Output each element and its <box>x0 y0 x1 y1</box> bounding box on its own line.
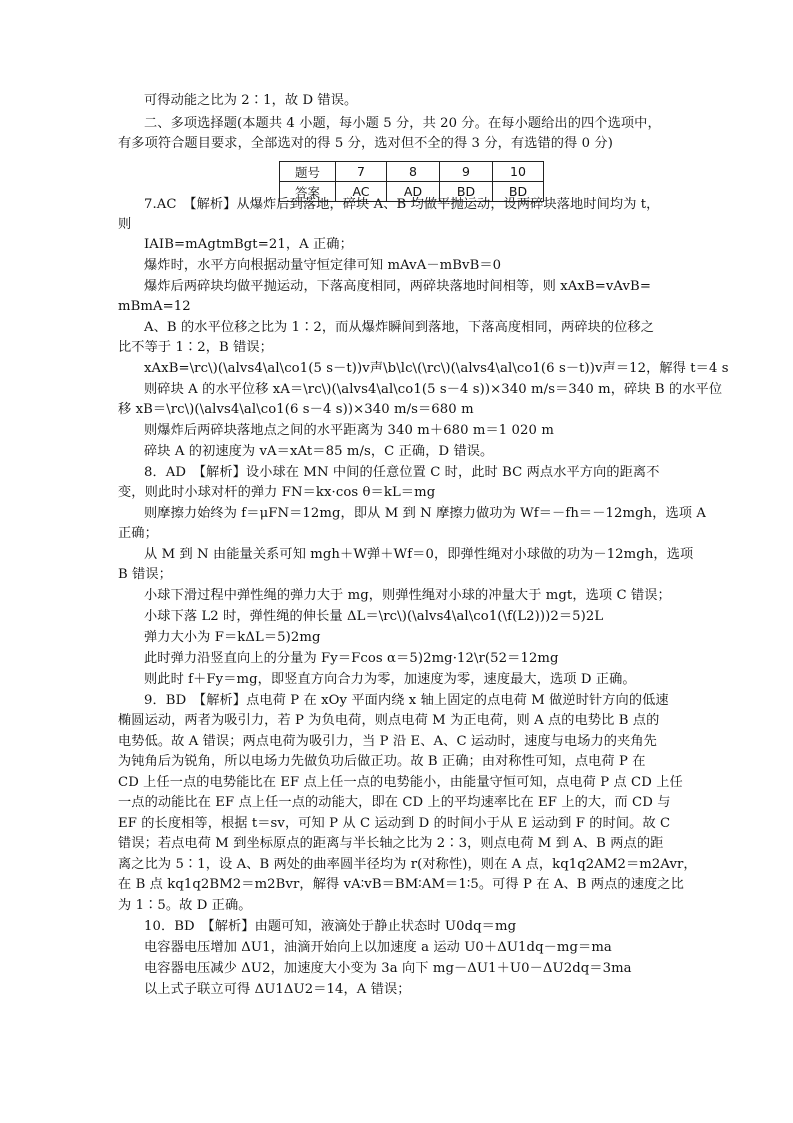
text-line: 则摩擦力始终为 f＝μFN＝12mg，即从 M 到 N 摩擦力做功为 Wf＝－fh＝－12mgh，选项 A <box>144 506 706 521</box>
text-line: 8．AD 【解析】设小球在 MN 中间的任意位置 C 时，此时 BC 两点水平方向的距离不 <box>144 465 660 480</box>
table-cell: BD <box>440 182 493 202</box>
text-line: 电势低。故 A 错误；两点电荷为吸引力，当 P 沿 E、A、C 运动时，速度与电场力的夹角先 <box>118 734 657 749</box>
text-line: 爆炸后两碎块均做平抛运动，下落高度相同，两碎块落地时间相等，则 xAxB=vAvB= <box>144 279 651 294</box>
text-line: B 错误； <box>118 567 172 582</box>
text-line: 在 B 点 kq1q2BM2＝m2Bvr，解得 vA∶vB＝BM∶AM＝1∶5。可得 P 在 A、B 两点的速度之比 <box>118 877 684 892</box>
text-line: xAxB=\rc\)(\alvs4\al\co1(5 s－t))v声\b\lc\(\rc\)(\alvs4\al\co1(6 s－t))v声＝12，解得 t＝4 s <box>144 361 729 376</box>
text-line: EF 的长度相等，根据 t＝sv，可知 P 从 C 运动到 D 的时间小于从 E 运动到 F 的时间。故 C <box>118 816 671 831</box>
text-line: 离之比为 5∶1，设 A、B 两处的曲率圆半径均为 r(对称性)，则在 A 点，kq1q2AM2＝m2Avr， <box>118 857 697 872</box>
text-line: 移 xB＝\rc\)(\alvs4\al\co1(6 s－4 s))×340 m/s＝680 m <box>118 402 474 417</box>
text-line: 小球下滑过程中弹性绳的弹力大于 mg，则弹性绳对小球的冲量大于 mgt，选项 C 错误； <box>144 588 671 603</box>
text-line: 爆炸时，水平方向根据动量守恒定律可知 mAvA－mBvB＝0 <box>144 258 502 273</box>
text-line: 椭圆运动，两者为吸引力，若 P 为负电荷，则点电荷 M 为正电荷，则 A 点的电势比 B 点的 <box>118 713 660 728</box>
text-line: 则此时 f＋Fy＝mg，即竖直方向合力为零，加速度为零，速度最大，选项 D 正确。 <box>144 672 636 687</box>
table-cell: AD <box>387 182 440 202</box>
table-row <box>280 162 544 182</box>
text-line: 比不等于 1∶2，B 错误； <box>118 340 273 355</box>
text-line: 一点的动能比在 EF 点上任一点的动能大，即在 CD 上的平均速率比在 EF 上的大，而 CD 与 <box>118 795 671 810</box>
table-cell: AC <box>336 182 387 202</box>
text-line: 小球下落 L2 时，弹性绳的伸长量 ΔL＝\rc\)(\alvs4\al\co1(\f(L2)))2＝5)2L <box>144 609 604 624</box>
table-cell: BD <box>493 182 544 202</box>
text-line: mBmA=12 <box>118 299 191 314</box>
text-line: 有多项符合题目要求，全部选对的得 5 分，选对但不全的得 3 分，有选错的得 0 分) <box>118 136 613 151</box>
text-line: 变，则此时小球对杆的弹力 FN＝kx·cos θ＝kL＝mg <box>118 485 436 500</box>
text-line: CD 上任一点的电势能比在 EF 点上任一点的电势能小，由能量守恒可知，点电荷 P 点 CD 上任 <box>118 775 683 790</box>
answer-table <box>279 161 544 202</box>
text-line: 则碎块 A 的水平位移 xA＝\rc\)(\alvs4\al\co1(5 s－4 s))×340 m/s＝340 m，碎块 B 的水平位 <box>144 382 723 397</box>
text-line: 可得动能之比为 2∶1，故 D 错误。 <box>144 93 358 108</box>
table-cell: 9 <box>440 162 493 182</box>
text-line: 电容器电压增加 ΔU1，油滴开始向上以加速度 a 运动 U0＋ΔU1dq－mg＝ma <box>144 940 612 955</box>
text-line: IAIB=mAgtmBgt=21，A 正确； <box>144 237 353 252</box>
text-line: 7.AC 【解析】从爆炸后到落地，碎块 A、B 均做平抛运动，设两碎块落地时间均为 t， <box>144 197 660 212</box>
table-answer-label: 答案 <box>280 182 336 202</box>
text-line: 9．BD 【解析】点电荷 P 在 xOy 平面内绕 x 轴上固定的点电荷 M 做逆时针方向的低速 <box>144 693 669 708</box>
text-line: 从 M 到 N 由能量关系可知 mgh＋W弹＋Wf＝0，即弹性绳对小球做的功为－12mgh，选项 <box>144 547 694 562</box>
table-cell: 7 <box>336 162 387 182</box>
text-line: 以上式子联立可得 ΔU1ΔU2＝14，A 错误； <box>144 982 411 997</box>
text-line: 为钝角后为锐角，所以电场力先做负功后做正功。故 B 正确；由对称性可知，点电荷 P 在 <box>118 754 646 769</box>
text-line: 则爆炸后两碎块落地点之间的水平距离为 340 m＋680 m＝1 020 m <box>144 423 554 438</box>
text-line: 为 1∶5。故 D 正确。 <box>118 898 252 913</box>
text-line: 二、多项选择题(本题共 4 小题，每小题 5 分，共 20 分。在每小题给出的四个选项中， <box>144 116 661 131</box>
text-line: 10．BD 【解析】由题可知，液滴处于静止状态时 U0dq＝mg <box>144 919 517 934</box>
text-line: 错误；若点电荷 M 到坐标原点的距离与半长轴之比为 2∶3，则点电荷 M 到 A、B 两点的距 <box>118 836 664 851</box>
table-cell: 10 <box>493 162 544 182</box>
table-header-label: 题号 <box>280 162 336 182</box>
table-cell: 8 <box>387 162 440 182</box>
text-line: A、B 的水平位移之比为 1∶2，而从爆炸瞬间到落地，下落高度相同，两碎块的位移之 <box>144 320 655 335</box>
table-row <box>280 182 544 202</box>
text-line: 电容器电压减少 ΔU2，加速度大小变为 3a 向下 mg－ΔU1＋U0－ΔU2dq＝3ma <box>144 961 632 976</box>
text-line: 此时弹力沿竖直向上的分量为 Fy＝Fcos α＝5)2mg·12\r(52＝12mg <box>144 651 559 666</box>
text-line: 弹力大小为 F＝kΔL＝5)2mg <box>144 630 321 645</box>
text-line: 正确； <box>118 526 158 541</box>
text-line: 碎块 A 的初速度为 vA＝xAt＝85 m/s，C 正确，D 错误。 <box>144 444 494 459</box>
text-line: 则 <box>118 217 132 232</box>
